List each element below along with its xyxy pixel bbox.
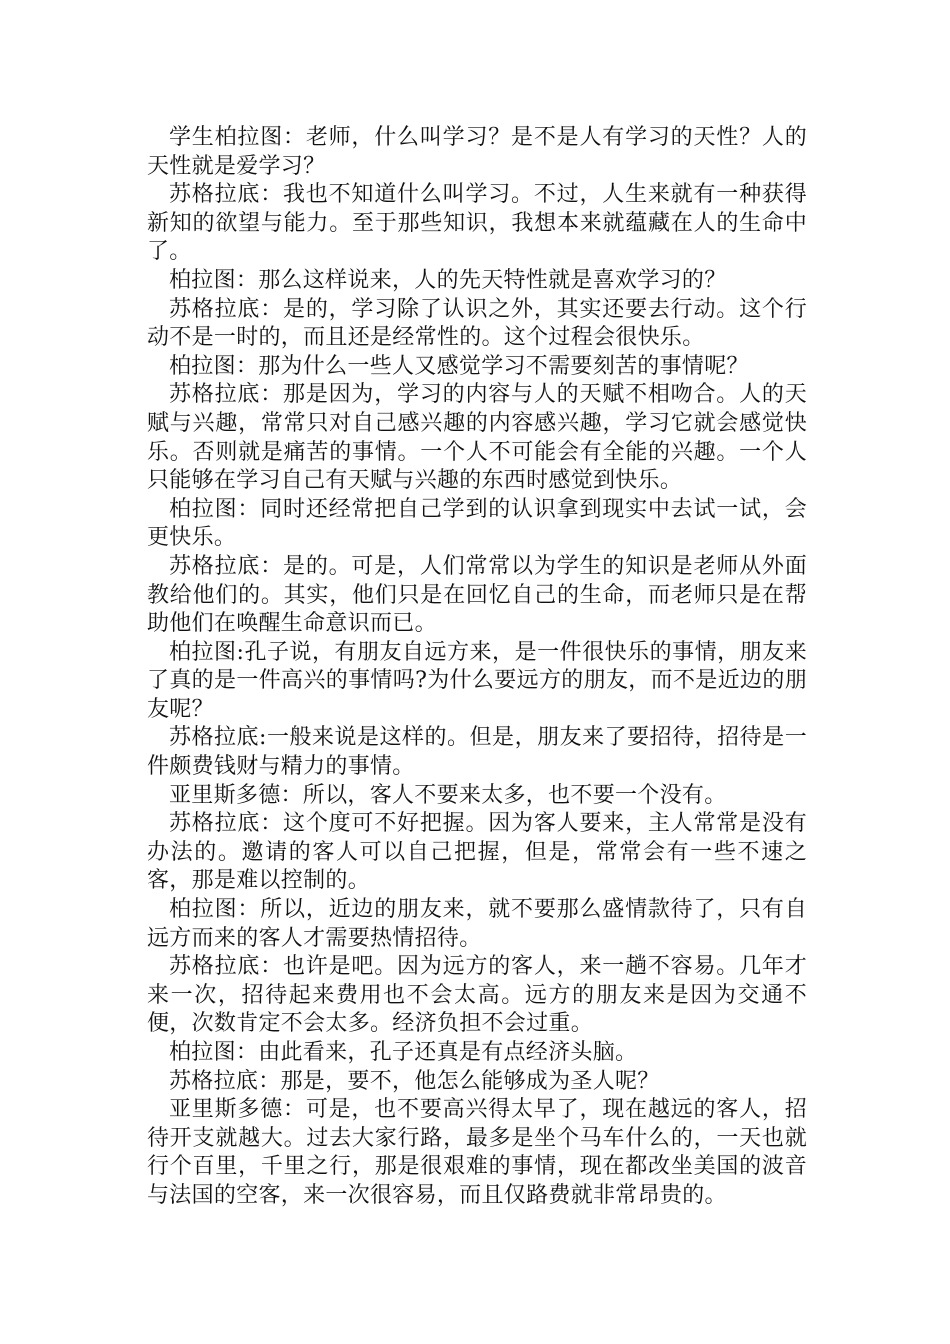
paragraph: 柏拉图：那么这样说来，人的先天特性就是喜欢学习的？: [169, 267, 727, 293]
paragraph: 苏格拉底：那是因为，学习的内容与人的天赋不相吻合。人的天赋与兴趣，常常只对自己感兴趣的内容感兴趣，学习它就会感觉快乐。否则就是痛苦的事情。一个人不可能会有全能的兴趣。一个人只能够在学习自己有天赋与兴趣的东西时感觉到快乐。: [147, 382, 807, 494]
paragraph: 柏拉图：由此看来，孔子还真是有点经济头脑。: [169, 1040, 638, 1065]
paragraph: 苏格拉底：这个度可不好把握。因为客人要来，主人常常是没有办法的。邀请的客人可以自己把握，但是，常常会有一些不速之客，那是难以控制的。: [147, 811, 807, 894]
paragraph: 苏格拉底:一般来说是这样的。但是，朋友来了要招待，招待是一件颇费钱财与精力的事情。: [147, 725, 807, 780]
paragraph: 柏拉图：所以，近边的朋友来，就不要那么盛情款待了，只有自远方而来的客人才需要热情招待。: [147, 897, 807, 951]
paragraph: 柏拉图:孔子说，有朋友自远方来，是一件很快乐的事情，朋友来了真的是一件高兴的事情吗?为什么要远方的朋友，而不是近边的朋友呢？: [147, 639, 807, 722]
document-body: [147, 124, 807, 1211]
paragraph: 柏拉图：同时还经常把自己学到的认识拿到现实中去试一试，会更快乐。: [147, 496, 807, 551]
paragraph: 学生柏拉图：老师，什么叫学习？是不是人有学习的天性？人的天性就是爱学习？: [147, 125, 807, 179]
paragraph: 苏格拉底：那是，要不，他怎么能够成为圣人呢？: [169, 1068, 660, 1094]
paragraph: 亚里斯多德：所以，客人不要来太多，也不要一个没有。: [169, 782, 727, 808]
paragraph: 苏格拉底：也许是吧。因为远方的客人，来一趟不容易。几年才来一次，招待起来费用也不会太高。远方的朋友来是因为交通不便，次数肯定不会太多。经济负担不会过重。: [147, 954, 807, 1037]
paragraph: 亚里斯多德：可是，也不要高兴得太早了，现在越远的客人，招待开支就越大。过去大家行路，最多是坐个马车什么的，一天也就行个百里，千里之行，那是很艰难的事情，现在都改坐美国的波音与法国的空客，来一次很容易，而且仅路费就非常昂贵的。: [147, 1097, 807, 1208]
paragraph: 苏格拉底：是的。可是，人们常常以为学生的知识是老师从外面教给他们的。其实，他们只是在回忆自己的生命，而老师只是在帮助他们在唤醒生命意识而已。: [147, 553, 807, 637]
paragraph: 苏格拉底：是的，学习除了认识之外，其实还要去行动。这个行动不是一时的，而且还是经常性的。这个过程会很快乐。: [147, 296, 807, 351]
paragraph: 苏格拉底：我也不知道什么叫学习。不过，人生来就有一种获得新知的欲望与能力。至于那些知识，我想本来就蕴藏在人的生命中了。: [147, 182, 807, 265]
paragraph: 柏拉图：那为什么一些人又感觉学习不需要刻苦的事情呢？: [169, 353, 749, 379]
